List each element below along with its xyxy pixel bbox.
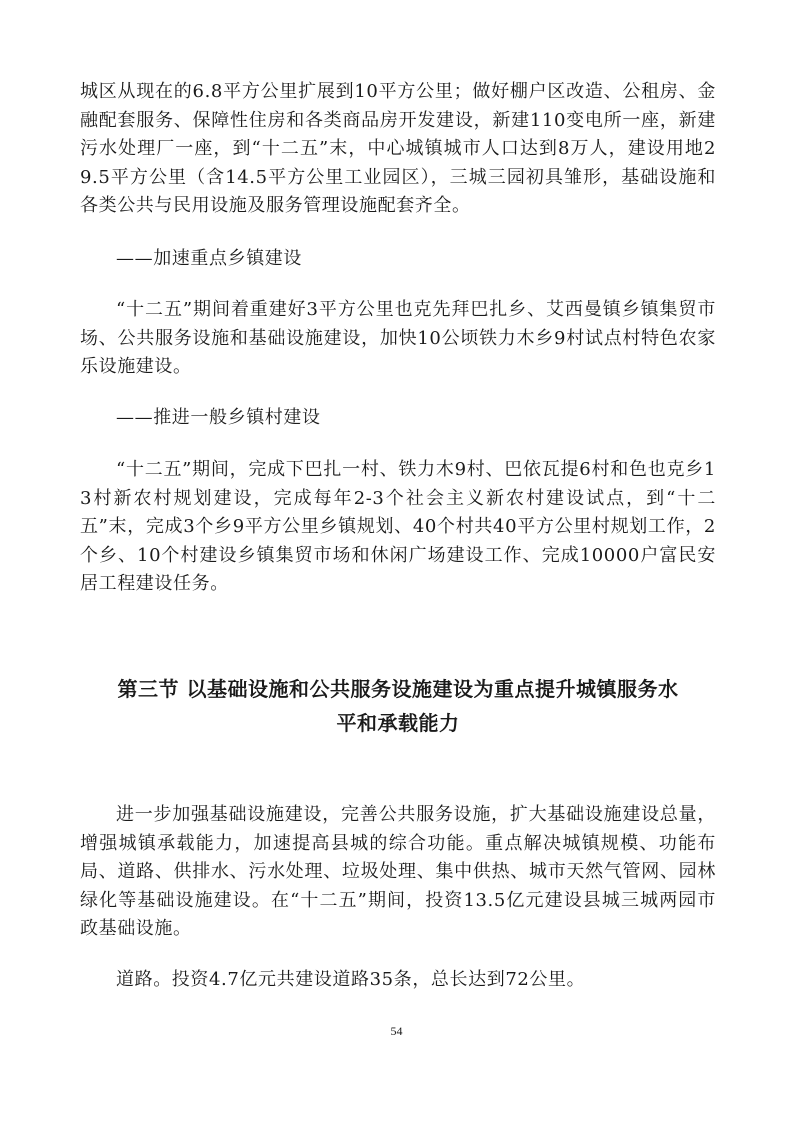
paragraph-urban-expansion: 城区从现在的6.8平方公里扩展到10平方公里；做好棚户区改造、公租房、金融配套服务、保障性住房和各类商品房开发建设，新建110变电所一座，新建污水处理厂一座，到“十二五”末，中心城镇城市人口达到8万人，建设用地29.5平方公里（含14.5平方公里工业园区），三城三园初具雏形，基础设施和各类公共与民用设施及服务管理设施配套齐全。 xyxy=(80,81,716,216)
paragraph-key-towns: “十二五”期间着重建好3平方公里也克先拜巴扎乡、艾西曼镇乡镇集贸市场、公共服务设施和基础设施建设，加快10公顷铁力木乡9村试点村特色农家乐设施建设。 xyxy=(80,299,716,377)
paragraph-roads: 道路。投资4.7亿元共建设道路35条，总长达到72公里。 xyxy=(116,969,586,990)
subheading-key-towns: ——加速重点乡镇建设 xyxy=(116,248,302,269)
subheading-general-villages: ——推进一般乡镇村建设 xyxy=(116,407,321,428)
page-number: 54 xyxy=(390,1024,403,1038)
paragraph-general-villages: “十二五”期间，完成下巴扎一村、铁力木9村、巴依瓦提6村和色也克乡13村新农村规划建设，完成每年2-3个社会主义新农村建设试点，到“十二五”末，完成3个乡9平方公里乡镇规划、40个村共40平方公里村规划工作，2个乡、10个村建设乡镇集贸市场和休闲广场建设工作、完成10000户富民安居工程建设任务。 xyxy=(80,459,716,594)
paragraph-infrastructure: 进一步加强基础设施建设，完善公共服务设施，扩大基础设施建设总量，增强城镇承载能力，加速提高县城的综合功能。重点解决城镇规模、功能布局、道路、供排水、污水处理、垃圾处理、集中供热、城市天然气管网、园林绿化等基础设施建设。在“十二五”期间，投资13.5亿元建设县城三城两园市政基础设施。 xyxy=(80,804,716,939)
section-heading: 第三节 以基础设施和公共服务设施建设为重点提升城镇服务水平和承载能力 xyxy=(117,677,679,735)
